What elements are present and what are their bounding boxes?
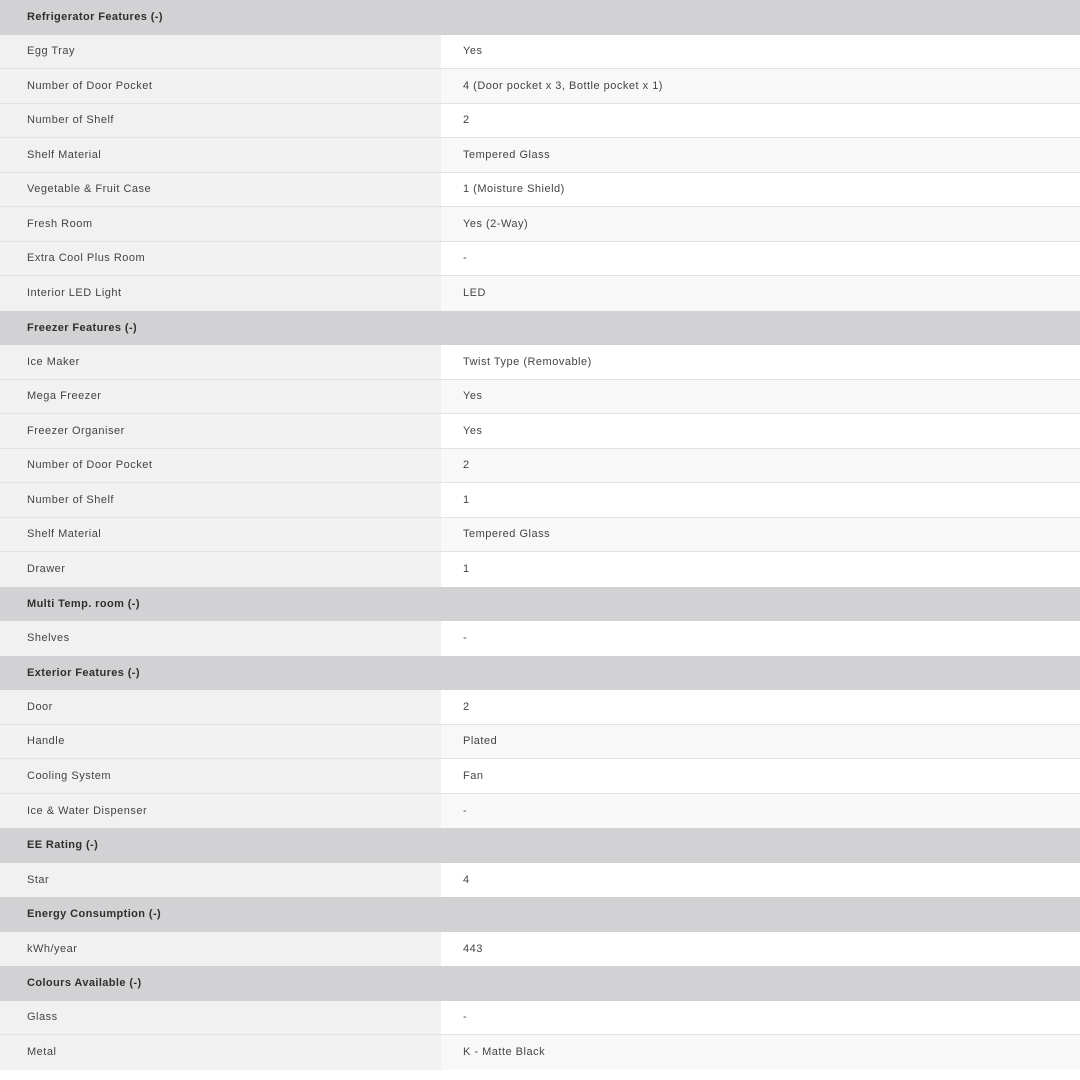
spec-row [0, 518, 1080, 553]
section-header-exterior-features[interactable]: Exterior Features (-) [0, 656, 1080, 691]
section-header-ee-rating[interactable]: EE Rating (-) [0, 828, 1080, 863]
spec-value: - [441, 794, 1080, 829]
spec-row [0, 69, 1080, 104]
spec-value: - [441, 1001, 1080, 1035]
spec-label: kWh/year [0, 932, 441, 967]
spec-value: Tempered Glass [441, 138, 1080, 172]
spec-label: Metal [0, 1035, 441, 1070]
spec-row [0, 242, 1080, 277]
spec-label: Number of Door Pocket [0, 69, 441, 103]
spec-value: 1 [441, 552, 1080, 587]
spec-row [0, 173, 1080, 208]
spec-value: Fan [441, 759, 1080, 793]
spec-value: 2 [441, 449, 1080, 483]
spec-row [0, 932, 1080, 967]
spec-label: Extra Cool Plus Room [0, 242, 441, 276]
spec-value: K - Matte Black [441, 1035, 1080, 1070]
spec-value: Yes [441, 380, 1080, 414]
spec-row [0, 483, 1080, 518]
section-header-freezer-features[interactable]: Freezer Features (-) [0, 311, 1080, 346]
spec-label: Ice & Water Dispenser [0, 794, 441, 829]
spec-label: Glass [0, 1001, 441, 1035]
spec-label: Egg Tray [0, 35, 441, 69]
spec-label: Star [0, 863, 441, 898]
spec-value: 4 (Door pocket x 3, Bottle pocket x 1) [441, 69, 1080, 103]
spec-row [0, 863, 1080, 898]
spec-label: Handle [0, 725, 441, 759]
spec-row [0, 690, 1080, 725]
spec-row [0, 380, 1080, 415]
spec-label: Ice Maker [0, 345, 441, 379]
spec-row [0, 414, 1080, 449]
spec-value: 2 [441, 104, 1080, 138]
section-header-colours-available[interactable]: Colours Available (-) [0, 966, 1080, 1001]
spec-value: 1 (Moisture Shield) [441, 173, 1080, 207]
spec-value: Yes (2-Way) [441, 207, 1080, 241]
spec-label: Number of Shelf [0, 104, 441, 138]
section-header-energy-consumption[interactable]: Energy Consumption (-) [0, 897, 1080, 932]
spec-row [0, 1035, 1080, 1070]
spec-label: Shelf Material [0, 518, 441, 552]
spec-value: 2 [441, 690, 1080, 724]
spec-row [0, 759, 1080, 794]
spec-value: LED [441, 276, 1080, 311]
section-header-refrigerator-features[interactable]: Refrigerator Features (-) [0, 0, 1080, 35]
spec-value: 443 [441, 932, 1080, 967]
spec-value: - [441, 242, 1080, 276]
spec-value: Twist Type (Removable) [441, 345, 1080, 379]
spec-row [0, 449, 1080, 484]
spec-label: Door [0, 690, 441, 724]
spec-value: Plated [441, 725, 1080, 759]
spec-label: Drawer [0, 552, 441, 587]
spec-row [0, 35, 1080, 70]
spec-value: 1 [441, 483, 1080, 517]
spec-label: Shelf Material [0, 138, 441, 172]
spec-label: Cooling System [0, 759, 441, 793]
spec-row [0, 794, 1080, 829]
spec-label: Number of Shelf [0, 483, 441, 517]
spec-label: Number of Door Pocket [0, 449, 441, 483]
spec-row [0, 725, 1080, 760]
spec-row [0, 207, 1080, 242]
spec-row [0, 104, 1080, 139]
spec-value: 4 [441, 863, 1080, 898]
spec-label: Mega Freezer [0, 380, 441, 414]
spec-label: Vegetable & Fruit Case [0, 173, 441, 207]
spec-row [0, 621, 1080, 656]
spec-label: Interior LED Light [0, 276, 441, 311]
spec-value: Tempered Glass [441, 518, 1080, 552]
spec-row [0, 1001, 1080, 1036]
spec-label: Fresh Room [0, 207, 441, 241]
spec-row [0, 552, 1080, 587]
spec-value: Yes [441, 35, 1080, 69]
spec-label: Shelves [0, 621, 441, 656]
section-header-multi-temp-room[interactable]: Multi Temp. room (-) [0, 587, 1080, 622]
spec-row [0, 138, 1080, 173]
spec-value: - [441, 621, 1080, 656]
spec-label: Freezer Organiser [0, 414, 441, 448]
spec-row [0, 345, 1080, 380]
spec-row [0, 276, 1080, 311]
spec-value: Yes [441, 414, 1080, 448]
